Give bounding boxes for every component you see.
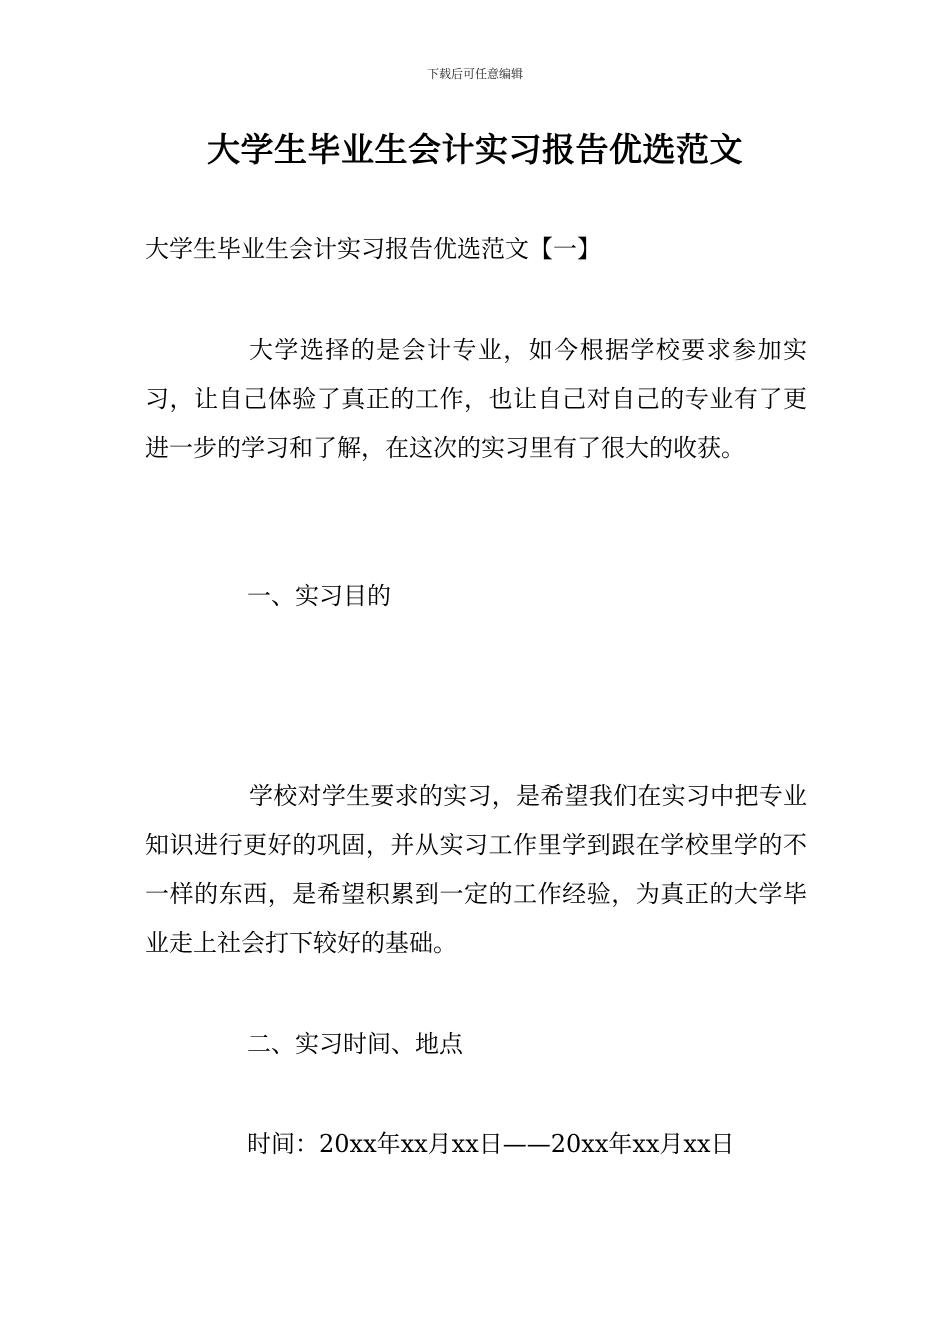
header-note: 下载后可任意编辑 xyxy=(426,67,523,81)
section-heading-time-place: 二、实习时间、地点 xyxy=(247,1030,463,1058)
section-heading-purpose: 一、实习目的 xyxy=(247,582,391,610)
document-title: 大学生毕业生会计实习报告优选范文 xyxy=(207,130,743,169)
time-line: 时间：20xx年xx月xx日——20xx年xx月xx日 xyxy=(247,1130,735,1158)
paragraph-intro: 大学选择的是会计专业，如今根据学校要求参加实习，让自己体验了真正的工作，也让自己对自己的专业有了更进一步的学习和了解，在这次的实习里有了很大的收获。 xyxy=(145,336,807,462)
paragraph-purpose: 学校对学生要求的实习，是希望我们在实习中把专业知识进行更好的巩固，并从实习工作里学到跟在学校里学的不一样的东西，是希望积累到一定的工作经验，为真正的大学毕业走上社会打下较好的基础。 xyxy=(145,782,807,957)
document-subtitle: 大学生毕业生会计实习报告优选范文【一】 xyxy=(145,235,601,263)
